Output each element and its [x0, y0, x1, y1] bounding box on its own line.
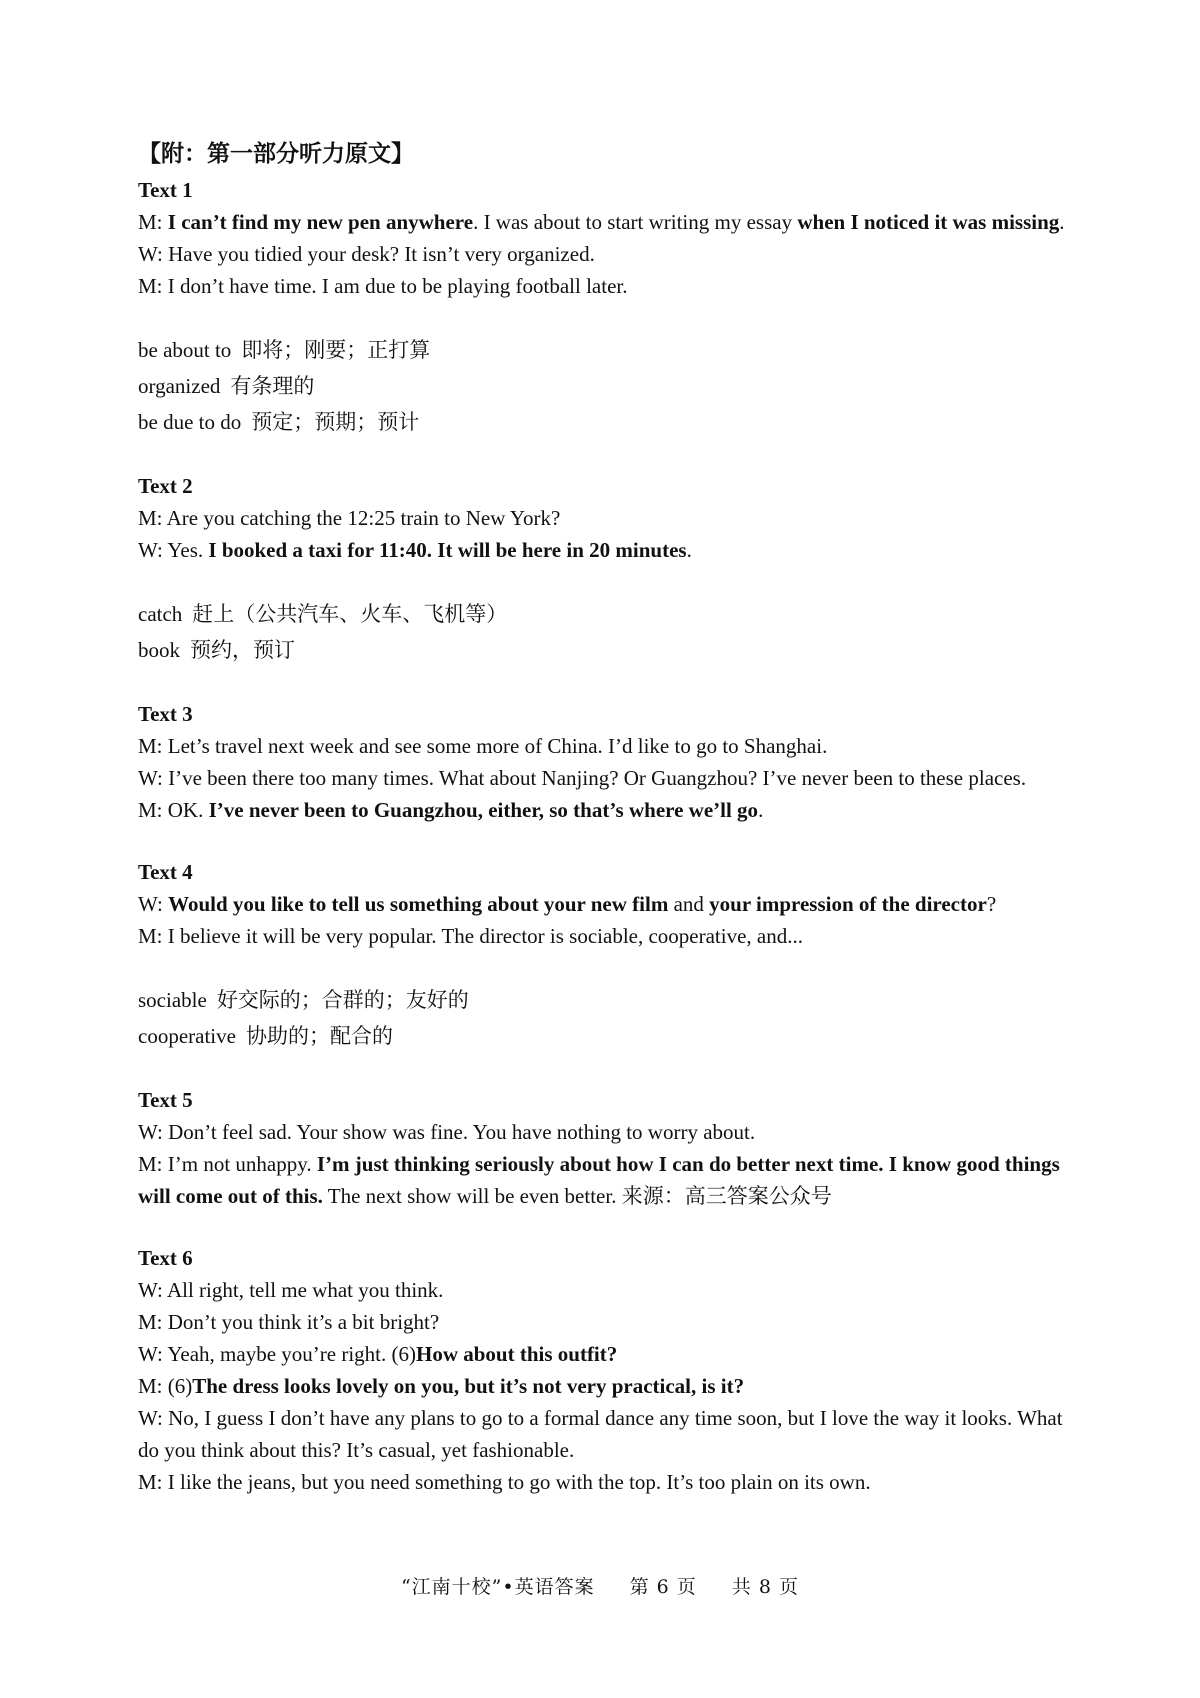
dialogue-line — [138, 1116, 1073, 1148]
key-phrase: The dress looks lovely on you, but it’s not very practical, is it? — [192, 1374, 745, 1398]
vocab-meaning: 协助的；配合的 — [245, 1024, 393, 1048]
page-footer — [0, 1573, 1200, 1601]
section-title: Text 3 — [138, 702, 193, 726]
dialogue-text: M: Don’t you think it’s a bit bright? — [138, 1310, 440, 1334]
key-phrase: Would you like to tell us something about your new film — [168, 892, 669, 916]
dialogue-text: W: Have you tidied your desk? It isn’t very organized. — [138, 242, 595, 266]
dialogue-text: . I was about to start writing my essay — [473, 210, 798, 234]
section-title: Text 4 — [138, 860, 193, 884]
key-phrase: I can’t find my new pen anywhere — [167, 210, 474, 234]
vocab-term: sociable — [138, 988, 207, 1012]
vocab-term: be about to — [138, 338, 232, 362]
dialogue-text: M: I like the jeans, but you need something to go with the top. It’s too plain on its own. — [138, 1470, 871, 1494]
dialogue-line — [138, 238, 1073, 270]
dialogue-line — [138, 730, 1073, 762]
dialogue-text: M: I don’t have time. I am due to be playing football later. — [138, 274, 628, 298]
section-gap — [138, 1212, 1073, 1242]
section-title: Text 1 — [138, 178, 193, 202]
vocab-item — [138, 1018, 1073, 1054]
vocab-meaning: 赶上（公共汽车、火车、飞机等） — [192, 602, 508, 626]
dialogue-line — [138, 888, 1073, 920]
vocab-gap — [138, 952, 1073, 982]
dialogue-text: M: OK. — [138, 798, 209, 822]
vocab-term: cooperative — [138, 1024, 236, 1048]
dialogue-text: M: (6) — [138, 1374, 193, 1398]
vocab-item — [138, 982, 1073, 1018]
vocab-term: be due to do — [138, 410, 242, 434]
footer-school: “江南十校”•英语答案 — [400, 1576, 595, 1598]
vocab-item — [138, 332, 1073, 368]
vocab-item — [138, 632, 1073, 668]
dialogue-text: . — [1059, 210, 1065, 234]
dialogue-line — [138, 1338, 1073, 1370]
vocab-item — [138, 368, 1073, 404]
dialogue-line — [138, 762, 1073, 794]
section-gap — [138, 440, 1073, 470]
vocab-meaning: 预约，预订 — [190, 638, 295, 662]
vocab-meaning: 有条理的 — [230, 374, 315, 398]
dialogue-line — [138, 1402, 1073, 1466]
key-phrase: I’m just thinking seriously about how I can do better next time. I know good things will come out of this. — [138, 1152, 1060, 1208]
dialogue-text: and — [668, 892, 710, 916]
dialogue-text: M: Let’s travel next week and see some more of China. I’d like to go to Shanghai. — [138, 734, 828, 758]
dialogue-line — [138, 1466, 1073, 1498]
section-title: Text 5 — [138, 1088, 193, 1112]
transcript-section — [138, 1084, 1073, 1212]
dialogue-line — [138, 1306, 1073, 1338]
dialogue-text: M: Are you catching the 12:25 train to New York? — [138, 506, 561, 530]
dialogue-line — [138, 794, 1073, 826]
section-gap — [138, 826, 1073, 856]
dialogue-text: M: I believe it will be very popular. The director is sociable, cooperative, and... — [138, 924, 803, 948]
appendix-heading: 【附：第一部分听力原文】 — [138, 141, 414, 166]
key-phrase: I’ve never been to Guangzhou, either, so that’s where we’ll go — [208, 798, 759, 822]
vocab-gap — [138, 566, 1073, 596]
dialogue-line — [138, 1274, 1073, 1306]
vocab-meaning: 即将；刚要；正打算 — [241, 338, 431, 362]
key-phrase: when I noticed it was missing — [797, 210, 1060, 234]
vocab-item — [138, 404, 1073, 440]
transcript-section — [138, 856, 1073, 1054]
dialogue-text: W: Yeah, maybe you’re right. (6) — [138, 1342, 416, 1366]
key-phrase: How about this outfit? — [415, 1342, 618, 1366]
dialogue-line — [138, 206, 1073, 238]
dialogue-text: W: Don’t feel sad. Your show was fine. You have nothing to worry about. — [138, 1120, 756, 1144]
dialogue-line — [138, 502, 1073, 534]
section-gap — [138, 668, 1073, 698]
vocab-term: book — [138, 638, 180, 662]
section-title: Text 6 — [138, 1246, 193, 1270]
dialogue-text: M: I’m not unhappy. — [138, 1152, 317, 1176]
dialogue-text: M: — [138, 210, 168, 234]
dialogue-text: . — [686, 538, 692, 562]
vocab-meaning: 预定；预期；预计 — [251, 410, 420, 434]
vocab-gap — [138, 302, 1073, 332]
footer-page-total: 共 8 页 — [731, 1576, 800, 1598]
transcript-section — [138, 470, 1073, 668]
section-gap — [138, 1054, 1073, 1084]
section-title: Text 2 — [138, 474, 193, 498]
footer-page-number: 第 6 页 — [629, 1576, 697, 1598]
vocab-meaning: 好交际的；合群的；友好的 — [216, 988, 469, 1012]
vocab-term: organized — [138, 374, 221, 398]
dialogue-line — [138, 920, 1073, 952]
key-phrase: your impression of the director — [709, 892, 987, 916]
dialogue-text: W: Yes. — [138, 538, 209, 562]
key-phrase: I booked a taxi for 11:40. It will be here in 20 minutes — [208, 538, 687, 562]
dialogue-line — [138, 1370, 1073, 1402]
dialogue-text: W: I’ve been there too many times. What about Nanjing? Or Guangzhou? I’ve never been to these places. — [138, 766, 1027, 790]
transcript-section — [138, 174, 1073, 440]
vocab-item — [138, 596, 1073, 632]
dialogue-text: W: — [138, 892, 169, 916]
dialogue-text: W: All right, tell me what you think. — [138, 1278, 444, 1302]
transcript-section — [138, 698, 1073, 826]
vocab-term: catch — [138, 602, 183, 626]
dialogue-text: ? — [986, 892, 997, 916]
dialogue-text: . — [758, 798, 764, 822]
dialogue-line — [138, 1148, 1073, 1212]
dialogue-text: The next show will be even better. 来源：高三答案公众号 — [322, 1184, 832, 1208]
dialogue-line — [138, 534, 1073, 566]
dialogue-line — [138, 270, 1073, 302]
dialogue-text: W: No, I guess I don’t have any plans to go to a formal dance any time soon, but I love the way it looks. What do you think about this? It’s casual, yet fashionable. — [138, 1406, 1063, 1462]
document-body — [138, 136, 1073, 1498]
transcript-section — [138, 1242, 1073, 1498]
